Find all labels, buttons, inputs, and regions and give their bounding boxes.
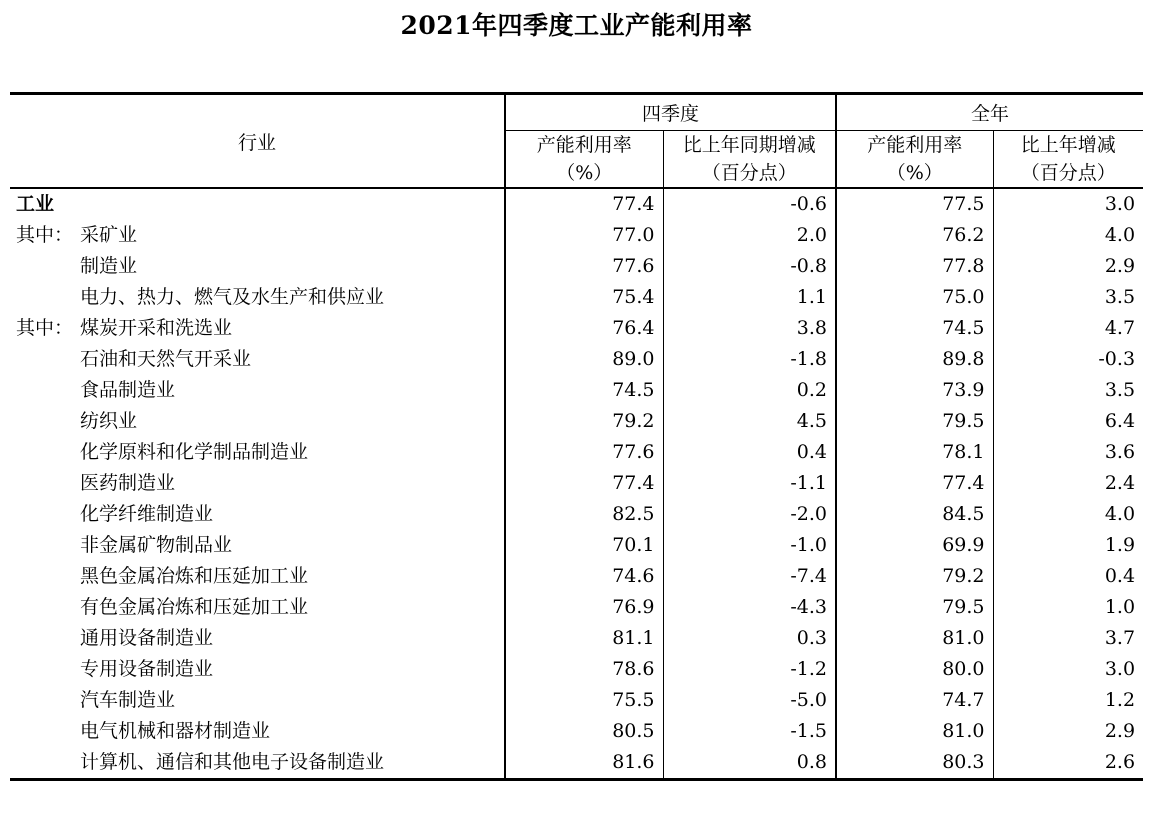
industry-name: 工业 (16, 193, 55, 215)
q4-rate-cell: 77.4 (505, 468, 663, 499)
table-row (10, 747, 1143, 780)
q4-rate-cell: 75.5 (505, 685, 663, 716)
industry-prefix: 其中： (16, 317, 74, 339)
industry-name: 采矿业 (80, 224, 138, 246)
table-row (10, 375, 1143, 406)
q4-change-cell: -1.8 (663, 344, 836, 375)
header-q4-rate (505, 131, 663, 189)
q4-change-cell: -1.0 (663, 530, 836, 561)
q4-change-cell: -7.4 (663, 561, 836, 592)
year-rate-cell: 73.9 (836, 375, 993, 406)
industry-cell (10, 282, 505, 313)
year-rate-cell: 80.3 (836, 747, 993, 780)
q4-change-cell: 0.2 (663, 375, 836, 406)
industry-name: 电力、热力、燃气及水生产和供应业 (80, 286, 385, 308)
q4-rate-cell: 77.6 (505, 251, 663, 282)
industry-cell (10, 561, 505, 592)
industry-name: 制造业 (80, 255, 138, 277)
year-rate-cell: 77.4 (836, 468, 993, 499)
table-body (10, 188, 1143, 780)
industry-name: 非金属矿物制品业 (80, 534, 233, 556)
header-q4-group: 四季度 (505, 94, 836, 131)
industry-name: 煤炭开采和洗选业 (80, 317, 233, 339)
table-row (10, 406, 1143, 437)
industry-cell (10, 499, 505, 530)
q4-rate-cell: 76.4 (505, 313, 663, 344)
year-rate-cell: 76.2 (836, 220, 993, 251)
year-rate-cell: 75.0 (836, 282, 993, 313)
q4-rate-cell: 70.1 (505, 530, 663, 561)
table-row (10, 592, 1143, 623)
q4-rate-cell: 81.1 (505, 623, 663, 654)
industry-name: 电气机械和器材制造业 (80, 720, 271, 742)
year-change-cell: 2.6 (1104, 751, 1136, 773)
q4-rate-cell: 77.0 (505, 220, 663, 251)
q4-change-cell: 2.0 (663, 220, 836, 251)
header-q4-change-line1: 比上年同期增减 (682, 134, 816, 156)
q4-rate-cell: 81.6 (505, 747, 663, 780)
table-row (10, 220, 1143, 251)
industry-name: 通用设备制造业 (80, 627, 214, 649)
year-change-cell: 1.2 (1104, 689, 1136, 711)
year-change-cell: 3.5 (1104, 379, 1136, 401)
industry-cell (10, 530, 505, 561)
year-change-cell: 0.4 (1104, 565, 1136, 587)
industry-cell (10, 375, 505, 406)
industry-name: 化学原料和化学制品制造业 (80, 441, 309, 463)
q4-change-cell: 4.5 (663, 406, 836, 437)
industry-name: 化学纤维制造业 (80, 503, 214, 525)
industry-cell (10, 437, 505, 468)
table-row (10, 313, 1143, 344)
table-row (10, 188, 1143, 220)
table-row (10, 654, 1143, 685)
header-industry: 行业 (10, 94, 505, 189)
year-change-cell: 3.6 (1104, 441, 1136, 463)
industry-cell (10, 623, 505, 654)
industry-cell (10, 406, 505, 437)
year-rate-cell: 81.0 (836, 716, 993, 747)
header-q4-change-line2: （百分点） (701, 162, 797, 184)
industry-cell (10, 468, 505, 499)
year-change-cell: 1.9 (1104, 534, 1136, 556)
q4-change-cell: 0.4 (663, 437, 836, 468)
industry-name: 黑色金属冶炼和压延加工业 (80, 565, 309, 587)
q4-rate-cell: 76.9 (505, 592, 663, 623)
industry-cell (10, 654, 505, 685)
q4-rate-cell: 89.0 (505, 344, 663, 375)
year-rate-cell: 77.8 (836, 251, 993, 282)
q4-rate-cell: 74.5 (505, 375, 663, 406)
header-year-change-line1: 比上年增减 (1020, 134, 1116, 156)
year-rate-cell: 84.5 (836, 499, 993, 530)
year-change-cell: 2.9 (1104, 255, 1136, 277)
page-title: 2021年四季度工业产能利用率 (400, 11, 753, 40)
industry-cell (10, 251, 505, 282)
q4-rate-cell: 77.4 (505, 188, 663, 220)
year-rate-cell: 79.5 (836, 406, 993, 437)
q4-change-cell: 0.3 (663, 623, 836, 654)
table-row (10, 530, 1143, 561)
year-change-cell: 3.7 (1104, 627, 1136, 649)
header-year-rate-line2: （%） (886, 162, 943, 184)
year-rate-cell: 77.5 (836, 188, 993, 220)
header-q4-rate-line1: 产能利用率 (536, 134, 632, 156)
header-q4-change (663, 131, 836, 189)
q4-rate-cell: 77.6 (505, 437, 663, 468)
industry-name: 汽车制造业 (80, 689, 176, 711)
table-row (10, 437, 1143, 468)
year-change-cell: 2.9 (1104, 720, 1136, 742)
year-change-cell: 1.0 (1104, 596, 1136, 618)
industry-prefix: 其中： (16, 224, 74, 246)
industry-name: 石油和天然气开采业 (80, 348, 252, 370)
year-change-cell: 3.0 (1104, 193, 1136, 215)
table-row (10, 499, 1143, 530)
capacity-utilization-table (10, 92, 1143, 781)
q4-change-cell: -1.2 (663, 654, 836, 685)
industry-name: 纺织业 (80, 410, 138, 432)
year-change-cell: 3.5 (1104, 286, 1136, 308)
industry-name: 计算机、通信和其他电子设备制造业 (80, 751, 385, 773)
year-change-cell: 2.4 (1104, 472, 1136, 494)
year-change-cell: 6.4 (1104, 410, 1136, 432)
year-rate-cell: 79.2 (836, 561, 993, 592)
table-row (10, 282, 1143, 313)
q4-rate-cell: 75.4 (505, 282, 663, 313)
q4-rate-cell: 80.5 (505, 716, 663, 747)
q4-rate-cell: 79.2 (505, 406, 663, 437)
industry-name: 有色金属冶炼和压延加工业 (80, 596, 309, 618)
year-rate-cell: 69.9 (836, 530, 993, 561)
table-row (10, 685, 1143, 716)
industry-cell (10, 188, 505, 220)
year-rate-cell: 79.5 (836, 592, 993, 623)
q4-change-cell: 1.1 (663, 282, 836, 313)
q4-change-cell: 3.8 (663, 313, 836, 344)
year-rate-cell: 89.8 (836, 344, 993, 375)
q4-rate-cell: 78.6 (505, 654, 663, 685)
industry-cell (10, 220, 505, 251)
header-year-change-line2: （百分点） (1020, 162, 1116, 184)
table-row (10, 251, 1143, 282)
year-change-cell: 4.0 (1104, 224, 1136, 246)
industry-cell (10, 685, 505, 716)
industry-cell (10, 747, 505, 780)
q4-change-cell: -2.0 (663, 499, 836, 530)
industry-name: 食品制造业 (80, 379, 176, 401)
industry-cell (10, 592, 505, 623)
year-rate-cell: 80.0 (836, 654, 993, 685)
table-row (10, 561, 1143, 592)
q4-change-cell: -0.6 (663, 188, 836, 220)
year-rate-cell: 74.7 (836, 685, 993, 716)
year-rate-cell: 78.1 (836, 437, 993, 468)
header-year-rate (836, 131, 993, 189)
table-row (10, 344, 1143, 375)
industry-cell (10, 344, 505, 375)
q4-change-cell: -1.5 (663, 716, 836, 747)
table-row (10, 623, 1143, 654)
year-change-cell: -0.3 (1098, 348, 1136, 370)
industry-name: 专用设备制造业 (80, 658, 214, 680)
year-change-cell: 3.0 (1104, 658, 1136, 680)
table-row (10, 468, 1143, 499)
year-change-cell: 4.0 (1104, 503, 1136, 525)
year-rate-cell: 74.5 (836, 313, 993, 344)
q4-change-cell: -1.1 (663, 468, 836, 499)
q4-rate-cell: 74.6 (505, 561, 663, 592)
q4-change-cell: -0.8 (663, 251, 836, 282)
header-year-rate-line1: 产能利用率 (867, 134, 963, 156)
industry-cell (10, 313, 505, 344)
year-change-cell: 4.7 (1104, 317, 1136, 339)
year-rate-cell: 81.0 (836, 623, 993, 654)
q4-rate-cell: 82.5 (505, 499, 663, 530)
q4-change-cell: -5.0 (663, 685, 836, 716)
header-q4-rate-line2: （%） (556, 162, 613, 184)
industry-cell (10, 716, 505, 747)
table-row (10, 716, 1143, 747)
q4-change-cell: -4.3 (663, 592, 836, 623)
q4-change-cell: 0.8 (663, 747, 836, 780)
header-year-change (993, 131, 1143, 189)
industry-name: 医药制造业 (80, 472, 176, 494)
header-year-group: 全年 (836, 94, 1143, 131)
